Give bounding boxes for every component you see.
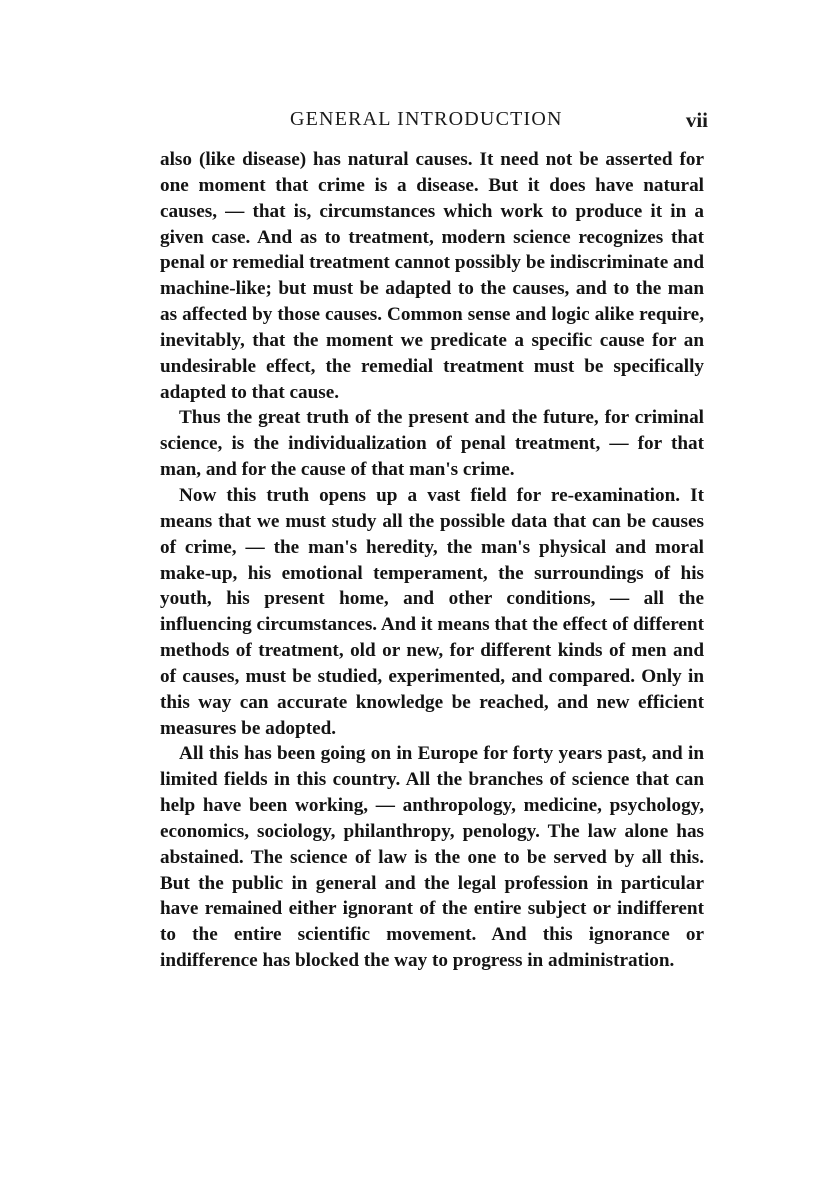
page-number: vii: [685, 108, 708, 132]
body-text: [160, 147, 704, 974]
paragraph-europe: All this has been going on in Europe for forty years past, and in limited fields in this country. All the branches of science that can help have been working, — anthropology, medicine, psychology, economics, sociology, philanthropy, penology. The law alone has abstained. The science of law is the one to be served by all this. But the public in general and the legal profession in particular have remained either ignorant of the entire subject or indifferent to the entire scientific movement. And this ignorance or indifference has blocked the way to progress in administration.: [160, 743, 704, 972]
running-head: [160, 108, 708, 136]
paragraph-individualization: Thus the great truth of the present and the future, for criminal science, is the individualization of penal treatment, — for that man, and for the cause of that man's crime.: [160, 407, 704, 481]
running-head-title: GENERAL INTRODUCTION: [290, 108, 563, 130]
paragraph-continuation: also (like disease) has natural causes. It need not be asserted for one moment that crime is a disease. But it does have natural causes, — that is, circumstances which work to produce it in a given case. And as to treatment, modern science recognizes that penal or remedial treatment cannot possibly be indiscriminate and machine-like; but must be adapted to the causes, and to the man as affected by those causes. Common sense and logic alike require, inevitably, that the moment we predicate a specific cause for an undesirable effect, the remedial treatment must be specifically adapted to that cause.: [160, 149, 704, 403]
paragraph-re-examination: Now this truth opens up a vast field for re-examination. It means that we must study all the possible data that can be causes of crime, — the man's heredity, the man's physical and moral make-up, his emotional temperament, the surroundings of his youth, his present home, and other conditions, — all the influencing circumstances. And it means that the effect of different methods of treatment, old or new, for different kinds of men and of causes, must be studied, experimented, and compared. Only in this way can accurate knowledge be reached, and new efficient measures be adopted.: [160, 484, 704, 739]
